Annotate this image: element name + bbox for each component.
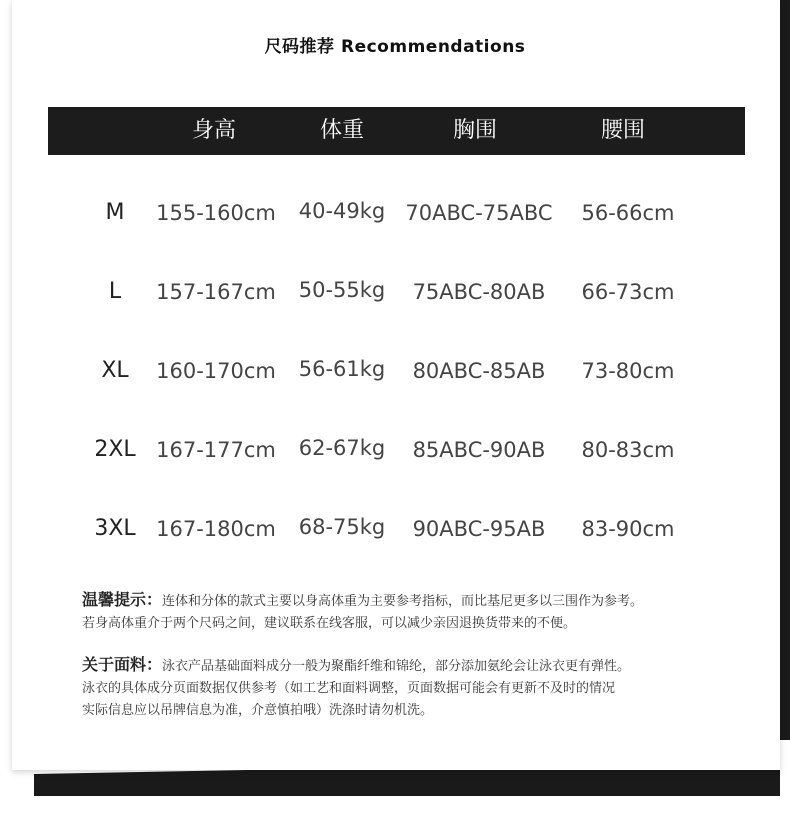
size-label: 3XL [94,516,136,541]
weight-value: 68-75kg [298,515,386,539]
tips-line-2: 若身高体重介于两个尺码之间，建议联系在线客服，可以减少亲因退换货带来的不便。 [82,616,577,631]
weight-value: 40-49kg [298,199,386,223]
height-value: 155-160cm [156,201,276,225]
fabric-note [82,654,762,722]
waist-value: 83-90cm [581,517,675,541]
page-title: 尺码推荐 Recommendations [264,37,526,57]
header-bust: 胸围 [452,118,497,143]
bust-value: 90ABC-95AB [412,517,546,541]
bust-value: 75ABC-80AB [412,280,546,304]
table-row [0,430,790,470]
tips-note [82,589,762,635]
bust-value: 85ABC-90AB [412,438,546,462]
height-value: 160-170cm [156,359,276,383]
header-height: 身高 [191,118,236,143]
table-row [0,509,790,549]
bust-value: 80ABC-85AB [412,359,546,383]
table-header [48,107,745,155]
fabric-line-1: 泳衣产品基础面料成分一般为聚酯纤维和锦纶，部分添加氨纶会让泳衣更有弹性。 [162,659,631,674]
waist-value: 80-83cm [581,438,675,462]
size-label: 2XL [94,437,136,462]
weight-value: 62-67kg [298,436,386,460]
size-label: XL [101,358,129,383]
header-weight: 体重 [319,118,364,143]
tips-line-1: 连体和分体的款式主要以身高体重为主要参考指标，而比基尼更多以三围作为参考。 [162,594,644,609]
tips-label: 温馨提示： [82,590,163,609]
height-value: 167-177cm [156,438,276,462]
fabric-line-2: 泳衣的具体成分页面数据仅供参考（如工艺和面料调整，页面数据可能会有更新不及时的情况 [82,681,616,696]
fabric-label: 关于面料： [82,655,163,674]
size-label: L [108,279,122,304]
waist-value: 73-80cm [581,359,675,383]
bust-value: 70ABC-75ABC [405,201,553,225]
height-value: 167-180cm [156,517,276,541]
waist-value: 66-73cm [581,280,675,304]
header-waist: 腰围 [600,118,645,143]
height-value: 157-167cm [156,280,276,304]
table-row [0,193,790,233]
table-row [0,351,790,391]
fabric-line-3: 实际信息应以吊牌信息为准，介意慎拍哦）洗涤时请勿机洗。 [82,703,434,718]
table-row [0,272,790,312]
weight-value: 50-55kg [298,278,386,302]
waist-value: 56-66cm [581,201,675,225]
size-label: M [105,200,125,225]
weight-value: 56-61kg [298,357,386,381]
